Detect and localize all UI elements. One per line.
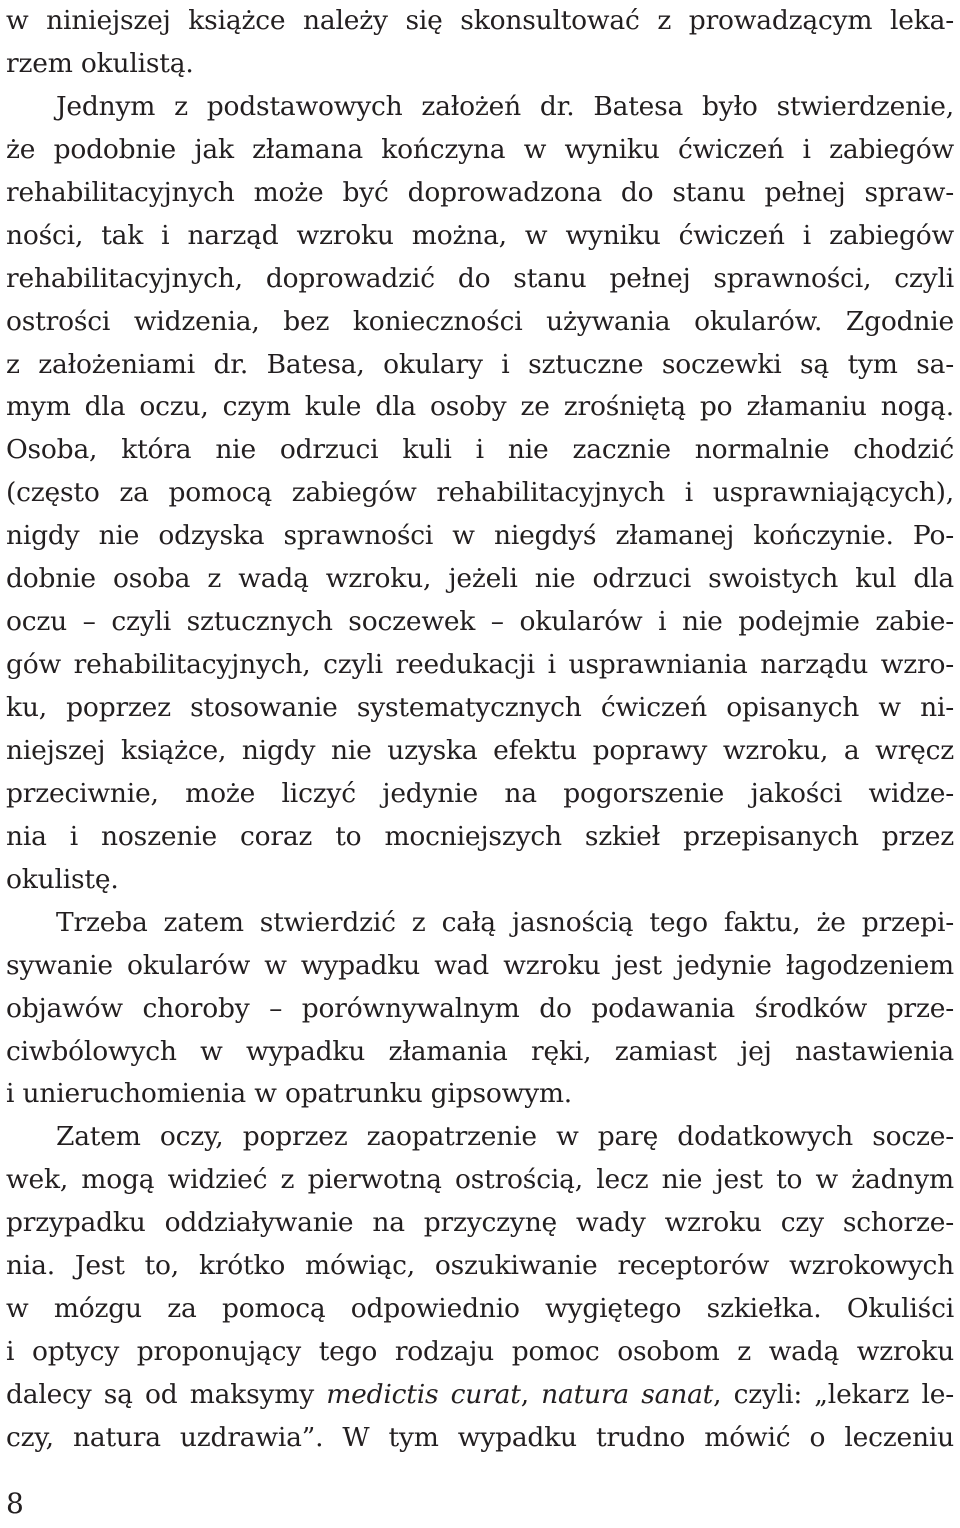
text-line: w niniejszej książce należy się skonsultować z prowadzącym leka- xyxy=(6,5,954,36)
text-line: niejszej książce, nigdy nie uzyska efektu poprawy wzroku, a wręcz xyxy=(6,734,954,766)
text-line: z założeniami dr. Batesa, okulary i sztuczne soczewki są tym sa- xyxy=(6,348,954,380)
text-line: nigdy nie odzyska sprawności w niegdyś złamanej kończynie. Po- xyxy=(6,520,954,552)
latin-maxim-1: medictis curat xyxy=(326,1379,521,1410)
latin-maxim-2: natura sanat xyxy=(541,1379,714,1410)
text-line: Osoba, która nie odrzuci kuli i nie zacznie normalnie chodzić xyxy=(6,434,954,466)
text-line: nia. Jest to, krótko mówiąc, oszukiwanie receptorów wzrokowych xyxy=(6,1250,954,1282)
text-line: objawów choroby – porównywalnym do podawania środków prze- xyxy=(6,992,954,1024)
page-number: 8 xyxy=(6,1487,24,1520)
text-line: sywanie okularów w wypadku wad wzroku jest jedynie łagodzeniem xyxy=(6,949,954,981)
text-line: dobnie osoba z wadą wzroku, jeżeli nie odrzuci swoistych kul dla xyxy=(6,563,954,595)
text-line: przypadku oddziaływanie na przyczynę wady wzroku czy schorze- xyxy=(6,1207,954,1239)
body-text xyxy=(6,0,954,1460)
text-line: Trzeba zatem stwierdzić z całą jasnością tego faktu, że przepi- xyxy=(56,906,954,938)
text-line: czy, natura uzdrawia”. W tym wypadku trudno mówić o leczeniu xyxy=(6,1421,954,1453)
text-line: i unieruchomienia w opatrunku gipsowym. xyxy=(6,1078,573,1110)
text-line: okulistę. xyxy=(6,863,119,895)
text-line: rehabilitacyjnych, doprowadzić do stanu pełnej sprawności, czyli xyxy=(6,262,954,294)
text-line: dalecy są od maksymy medictis curat, natura sanat, czyli: „lekarz le- xyxy=(6,1379,954,1410)
text-line: Zatem oczy, poprzez zaopatrzenie w parę dodatkowych socze- xyxy=(56,1121,954,1153)
text-line: nia i noszenie coraz to mocniejszych szkieł przepisanych przez xyxy=(6,820,954,852)
text-line: w mózgu za pomocą odpowiednio wygiętego szkiełka. Okuliści xyxy=(6,1293,954,1325)
text-line: przeciwnie, może liczyć jedynie na pogorszenie jakości widze- xyxy=(6,777,954,809)
text-line: ku, poprzez stosowanie systematycznych ćwiczeń opisanych w ni- xyxy=(6,692,954,723)
text-line: oczu – czyli sztucznych soczewek – okularów i nie podejmie zabie- xyxy=(6,606,954,638)
text-line: wek, mogą widzieć z pierwotną ostrością, lecz nie jest to w żadnym xyxy=(6,1164,954,1196)
text-line: ciwbólowych w wypadku złamania ręki, zamiast jej nastawienia xyxy=(6,1035,954,1067)
text-line: ności, tak i narząd wzroku można, w wyniku ćwiczeń i zabiegów xyxy=(6,219,954,251)
text-line: Jednym z podstawowych założeń dr. Batesa było stwierdzenie, xyxy=(56,90,954,122)
text-line: rehabilitacyjnych może być doprowadzona do stanu pełnej spraw- xyxy=(6,176,954,208)
text-line: ostrości widzenia, bez konieczności używania okularów. Zgodnie xyxy=(6,305,954,337)
text-line: (często za pomocą zabiegów rehabilitacyjnych i usprawniających), xyxy=(6,477,954,509)
text-line: że podobnie jak złamana kończyna w wyniku ćwiczeń i zabiegów xyxy=(6,133,954,165)
text-line: mym dla oczu, czym kule dla osoby ze zrośniętą po złamaniu nogą. xyxy=(6,391,954,423)
text-line: gów rehabilitacyjnych, czyli reedukacji i usprawniania narządu wzro- xyxy=(6,649,954,681)
text-line: rzem okulistą. xyxy=(6,47,194,79)
text-line: i optycy proponujący tego rodzaju pomoc osobom z wadą wzroku xyxy=(6,1336,954,1368)
